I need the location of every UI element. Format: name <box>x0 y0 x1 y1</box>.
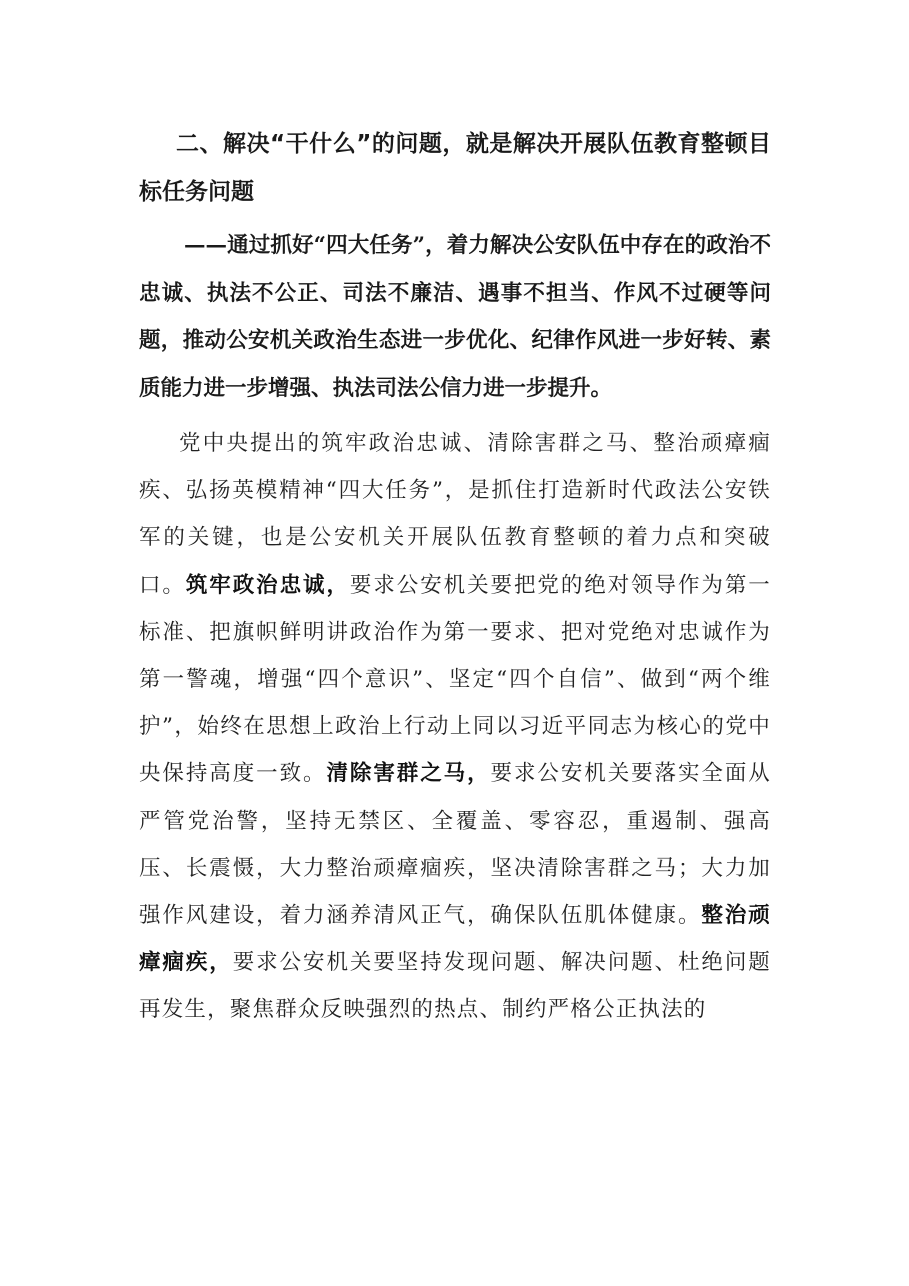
paragraph-text-3: 要求公安机关要坚持发现问题、解决问题、杜绝问题再发生，聚焦群众反映强烈的热点、制约严格公正执法的 <box>139 950 771 1023</box>
body-paragraph <box>139 420 771 1034</box>
section-heading: 二、解决“干什么”的问题，就是解决开展队伍教育整顿目标任务问题 <box>139 131 771 205</box>
paragraph-text-2: 要求公安机关要落实全面从严管党治警，坚持无禁区、全覆盖、零容忍，重遏制、强高压、长震慑，大力整治顽瘴痼疾，坚决清除害群之马；大力加强作风建设，着力涵养清风正气，确保队伍肌体健康。 <box>139 761 772 929</box>
key-term-political-loyalty: 筑牢政治忠诚， <box>185 572 350 598</box>
paragraph-intro: 党中央提出的筑牢政治忠诚、清除害群之马、整治顽瘴痼疾、弘扬英模精神“四大任务”，是抓住打造新时代政法公安铁军的关键，也是公安机关开展队伍教育整顿的着力点和突破口。 <box>139 431 771 598</box>
document-page <box>139 120 771 1034</box>
section-subheading: ——通过抓好“四大任务”，着力解决公安队伍中存在的政治不忠诚、执法不公正、司法不廉洁、遇事不担当、作风不过硬等问题，推动公安机关政治生态进一步优化、纪律作风进一步好转、素质能力进一步增强、执法司法公信力进一步提升。 <box>139 233 771 401</box>
key-term-rectify-persistent-problems: 整治顽瘴痼疾， <box>139 903 771 976</box>
paragraph-text-1: 要求公安机关要把党的绝对领导作为第一标准、把旗帜鲜明讲政治作为第一要求、把对党绝对忠诚作为第一警魂，增强“四个意识”、坚定“四个自信”、做到“两个维护”，始终在思想上政治上行动上同以习近平同志为核心的党中央保持高度一致。 <box>139 572 771 787</box>
key-term-remove-bad-elements: 清除害群之马， <box>326 761 491 787</box>
